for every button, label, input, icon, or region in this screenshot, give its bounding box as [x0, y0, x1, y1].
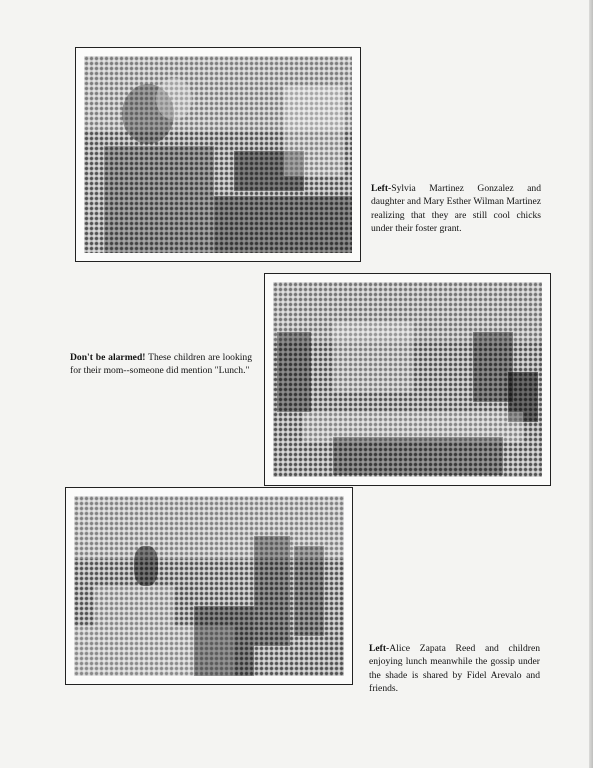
photo-frame-1 [75, 47, 361, 262]
caption-2 [70, 351, 252, 378]
halftone-photo-1 [84, 56, 352, 253]
halftone-photo-2 [273, 282, 542, 477]
caption-1 [371, 182, 541, 236]
caption-3-text: Alice Zapata Reed and children enjoying lunch meanwhile the gossip under the shade is shared by Fidel Arevalo and friends. [369, 643, 540, 695]
photo-frame-3 [65, 487, 353, 685]
caption-3-lead: Left- [369, 643, 390, 654]
caption-1-text: Sylvia Martinez Gonzalez and daughter and Mary Esther Wilman Martinez realizing that they are still cool chicks under their foster grant. [371, 183, 541, 235]
caption-2-text: These children are looking for their mom--someone did mention "Lunch." [70, 352, 252, 377]
caption-2-lead: Don't be alarmed! [70, 352, 146, 363]
halftone-photo-3 [74, 496, 344, 676]
page-edge [589, 0, 593, 768]
caption-1-lead: Left- [371, 183, 392, 194]
caption-3 [369, 642, 540, 696]
photo-frame-2 [264, 273, 551, 486]
